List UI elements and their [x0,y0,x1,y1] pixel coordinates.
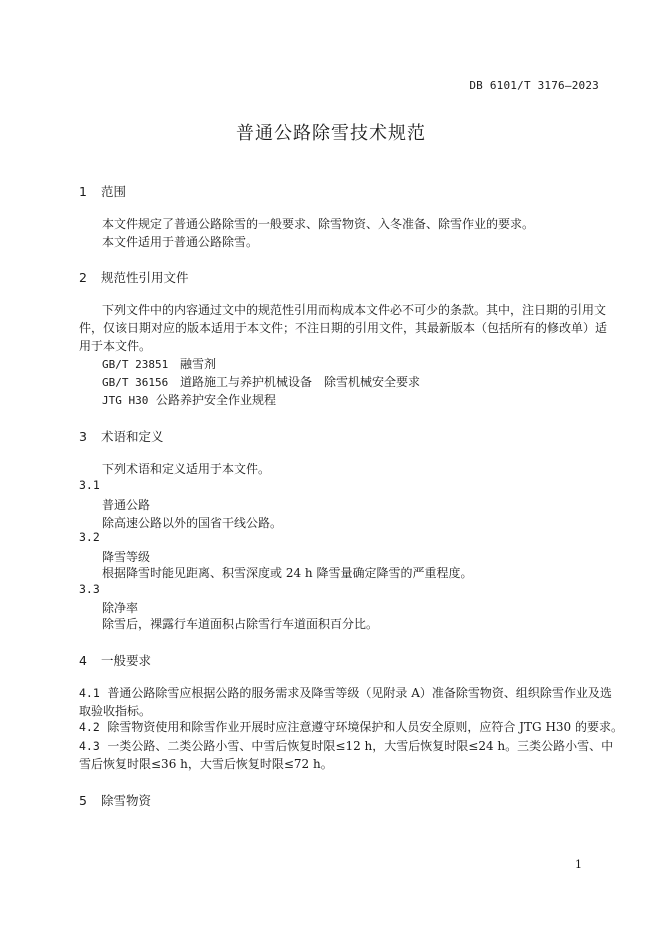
reference-item [102,373,420,390]
term-number: 3.3 [79,582,100,596]
clause-number: 4.3 [79,739,100,753]
term-name: 除净率 [102,601,139,615]
section-number: 1 [79,184,87,199]
section-number: 3 [79,429,87,444]
term-definition: 除雪后，裸露行车道面积占除雪行车道面积百分比。 [102,617,379,631]
section-1-paragraph: 本文件适用于普通公路除雪。 [102,235,259,249]
section-1-paragraph: 本文件规定了普通公路除雪的一般要求、除雪物资、入冬准备、除雪作业的要求。 [102,217,535,231]
section-2-paragraph-line: 下列文件中的内容通过文中的规范性引用而构成本文件必不可少的条款。其中，注日期的引用文 [102,303,607,317]
section-title: 范围 [101,184,127,199]
clause-line [79,718,623,736]
section-1-heading [79,182,126,200]
section-3-intro: 下列术语和定义适用于本文件。 [102,462,271,476]
page-title: 普通公路除雪技术规范 [236,123,426,144]
section-title: 除雪物资 [101,793,152,808]
term-name: 普通公路 [102,498,151,512]
term-number: 3.1 [79,478,100,492]
term-name: 降雪等级 [102,550,151,564]
reference-name: 公路养护安全作业规程 [156,393,277,407]
clause-text: 一类公路、二类公路小雪、中雪后恢复时限≤12 h，大雪后恢复时限≤24 h。三类公路小雪、中 [107,739,614,753]
reference-item [102,355,216,372]
page-number: 1 [575,858,582,871]
term-definition: 除高速公路以外的国省干线公路。 [102,516,283,530]
reference-item [102,391,276,408]
clause-line [79,737,613,755]
reference-code: GB/T 23851 [102,358,169,371]
section-title: 术语和定义 [101,429,164,444]
section-3-heading [79,427,164,445]
section-number: 5 [79,793,87,808]
section-2-paragraph-line: 件，仅该日期对应的版本适用于本文件；不注日期的引用文件，其最新版本（包括所有的修改单）适 [79,321,608,335]
clause-number: 4.1 [79,686,100,700]
clause-line [79,684,612,702]
section-4-heading [79,651,151,669]
clause-text: 普通公路除雪应根据公路的服务需求及降雪等级（见附录 A）准备除雪物资、组织除雪作业及选 [107,686,612,700]
term-definition: 根据降雪时能见距离、积雪深度或 24 h 降雪量确定降雪的严重程度。 [102,566,473,580]
clause-line: 雪后恢复时限≤36 h，大雪后恢复时限≤72 h。 [79,757,333,771]
term-number: 3.2 [79,530,100,544]
reference-code: GB/T 36156 [102,376,169,389]
clause-number: 4.2 [79,720,100,734]
reference-name: 融雪剂 [180,357,217,371]
clause-line: 取验收指标。 [79,704,152,718]
section-title: 规范性引用文件 [101,270,189,285]
section-title: 一般要求 [101,653,152,668]
reference-name: 道路施工与养护机械设备 除雪机械安全要求 [180,375,421,389]
section-2-heading [79,268,189,286]
document-code: DB 6101/T 3176—2023 [469,79,599,92]
section-5-heading [79,791,151,809]
section-number: 4 [79,653,87,668]
section-2-paragraph-line: 用于本文件。 [79,339,152,353]
clause-text: 除雪物资使用和除雪作业开展时应注意遵守环境保护和人员安全原则，应符合 JTG H30 的要求。 [107,720,624,734]
section-number: 2 [79,270,87,285]
reference-code: JTG H30 [102,394,149,407]
